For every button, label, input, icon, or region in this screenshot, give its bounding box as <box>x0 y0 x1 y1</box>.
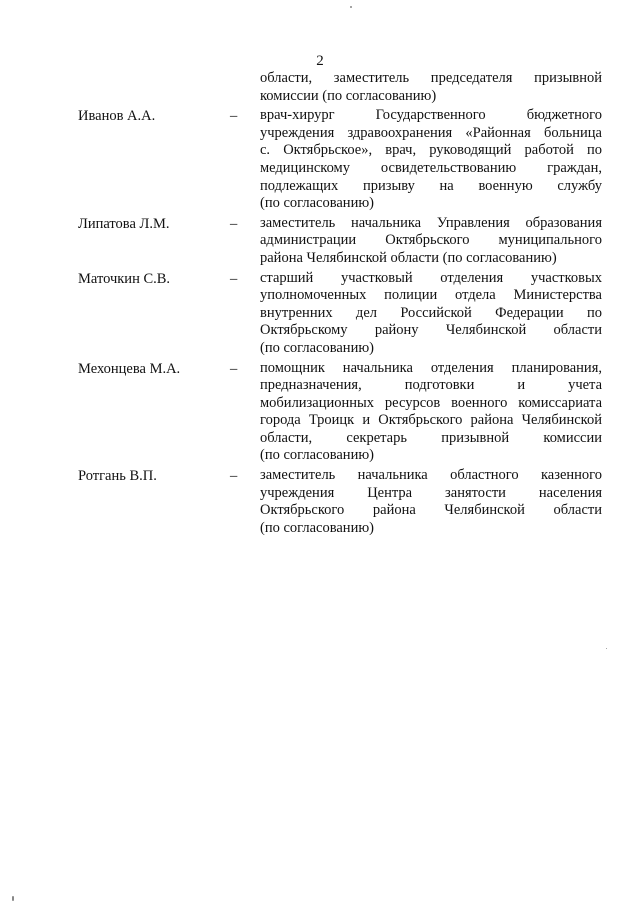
position-line: предназначения, подготовки и учета <box>260 377 602 394</box>
page-number: 2 <box>316 53 324 69</box>
member-name: Мехонцева М.А. <box>78 360 181 377</box>
list-item <box>78 215 600 268</box>
position-line: внутренних дел Российской Федерации по <box>260 304 602 321</box>
position-line: помощник начальника отделения планирования, <box>260 359 602 376</box>
scan-speck <box>606 648 607 649</box>
member-position <box>260 467 602 537</box>
position-line: старший участковый отделения участковых <box>260 269 602 286</box>
member-position <box>260 215 602 268</box>
position-line: администрации Октябрьского муниципального <box>260 232 602 249</box>
member-position <box>260 360 602 466</box>
position-line: Октябрьского района Челябинской области <box>260 502 602 519</box>
position-line: уполномоченных полиции отдела Министерства <box>260 287 602 304</box>
dash-separator: – <box>230 360 238 377</box>
list-item <box>78 270 600 358</box>
position-line: комиссии (по согласованию) <box>260 87 437 104</box>
position-line: (по согласованию) <box>260 195 374 212</box>
list-item <box>78 70 600 105</box>
scan-speck <box>12 896 14 901</box>
dash-separator: – <box>230 468 238 485</box>
position-line: (по согласованию) <box>260 519 374 536</box>
dash-separator: – <box>230 215 238 232</box>
list-item <box>78 360 600 466</box>
position-line: заместитель начальника областного казенного <box>260 467 602 484</box>
position-line: учреждения Центра занятости населения <box>260 484 602 501</box>
position-line: мобилизационных ресурсов военного комиссариата <box>260 394 602 411</box>
member-position <box>260 70 602 105</box>
dash-separator: – <box>230 270 238 287</box>
position-line: с. Октябрьское», врач, руководящий работой по <box>260 142 602 159</box>
list-item <box>78 467 600 537</box>
list-item <box>78 107 600 213</box>
member-position <box>260 270 602 358</box>
member-name: Иванов А.А. <box>78 108 156 125</box>
position-line: города Троицк и Октябрьского района Челябинской <box>260 412 602 429</box>
commission-member-list <box>78 70 600 539</box>
position-line: (по согласованию) <box>260 447 374 464</box>
position-line: района Челябинской области (по согласованию) <box>260 249 557 266</box>
position-line: (по согласованию) <box>260 339 374 356</box>
member-name: Маточкин С.В. <box>78 270 171 287</box>
position-line: области, секретарь призывной комиссии <box>260 429 602 446</box>
position-line: медицинскому освидетельствованию граждан, <box>260 159 602 176</box>
scan-speck <box>350 6 352 8</box>
position-line: врач-хирург Государственного бюджетного <box>260 107 602 124</box>
position-line: подлежащих призыву на военную службу <box>260 177 602 194</box>
member-name: Липатова Л.М. <box>78 215 170 232</box>
dash-separator: – <box>230 108 238 125</box>
position-line: Октябрьскому району Челябинской области <box>260 322 602 339</box>
position-line: заместитель начальника Управления образования <box>260 214 602 231</box>
member-name: Ротгань В.П. <box>78 468 157 485</box>
position-line: области, заместитель председателя призывной <box>260 70 602 86</box>
position-line: учреждения здравоохранения «Районная больница <box>260 124 602 141</box>
member-position <box>260 107 602 213</box>
